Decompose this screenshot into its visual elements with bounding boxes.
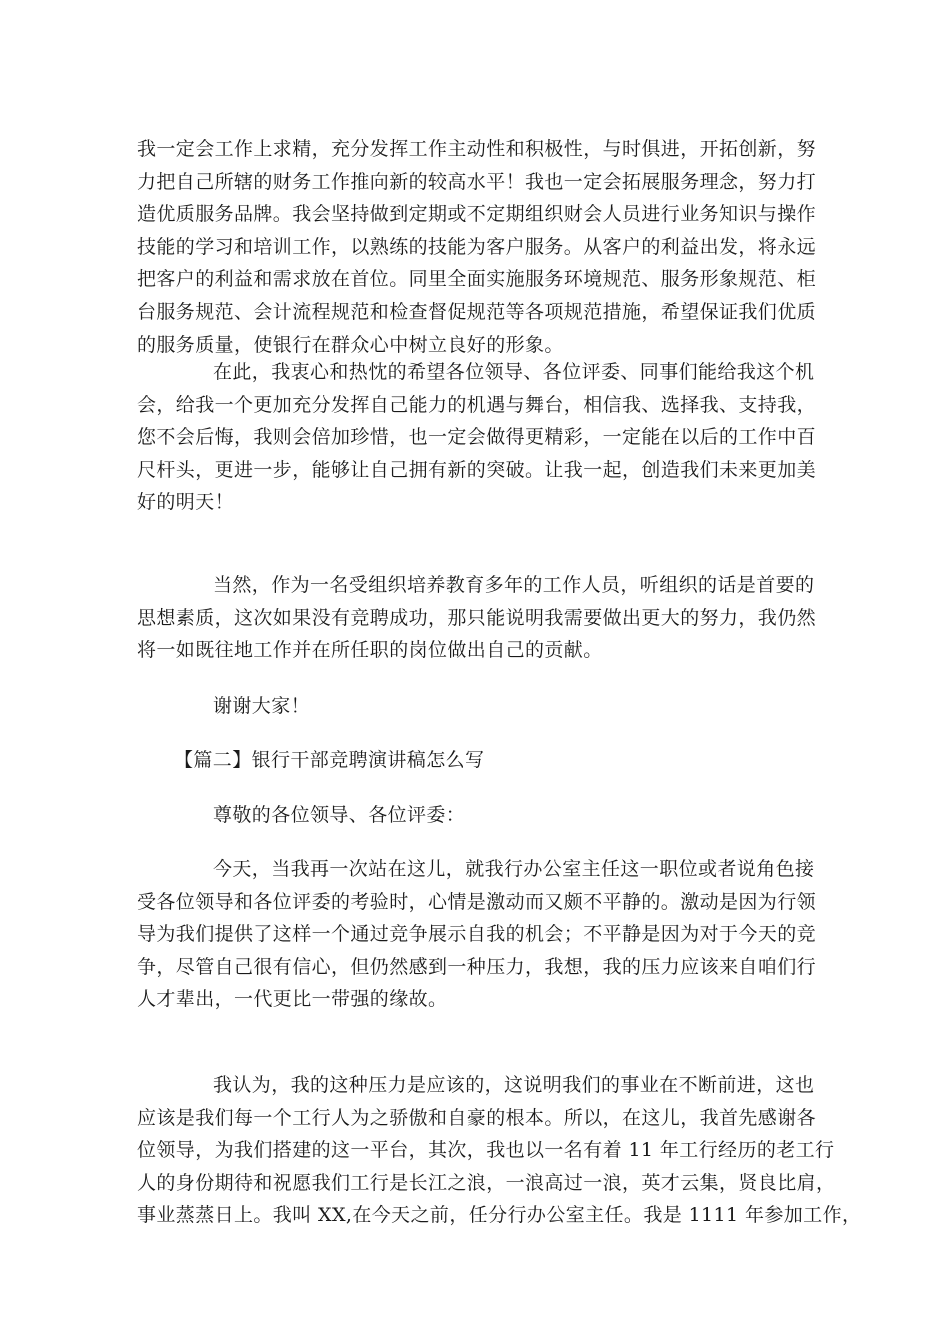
text-line: 将一如既往地工作并在所任职的岗位做出自己的贡献。 [137,639,603,662]
text-line: 导为我们提供了这样一个通过竞争展示自我的机会；不平静是因为对于今天的竞 [137,923,817,946]
text-line: 技能的学习和培训工作，以熟练的技能为客户服务。从客户的利益出发，将永远 [137,235,817,258]
text-line: 好的明天！ [137,491,235,514]
text-line: 当然，作为一名受组织培养教育多年的工作人员，听组织的话是首要的 [213,574,815,596]
paragraph-3 [137,569,821,667]
text-line: 今天，当我再一次站在这儿，就我行办公室主任这一职位或者说角色接 [213,858,815,880]
text-line: 把客户的利益和需求放在首位。同里全面实施服务环境规范、服务形象规范、柜 [137,268,817,291]
text-line: 我一定会工作上求精，充分发挥工作主动性和积极性，与时俱进，开拓创新，努 [137,138,817,160]
text-line: 我认为，我的这种压力是应该的，这说明我们的事业在不断前进，这也 [213,1074,815,1096]
text-line: 争，尽管自己很有信心，但仍然感到一种压力，我想，我的压力应该来自咱们行 [137,955,817,978]
text-line: 应该是我们每一个工行人为之骄傲和自豪的根本。所以，在这儿，我首先感谢各 [137,1106,817,1129]
text-line: 人的身份期待和祝愿我们工行是长江之浪，一浪高过一浪，英才云集，贤良比肩， [137,1171,836,1194]
text-line: 的服务质量，使银行在群众心中树立良好的形象。 [137,333,564,356]
text-line: 尺杆头，更进一步，能够让自己拥有新的突破。让我一起，创造我们未来更加美 [137,458,817,481]
text-line: 在此，我衷心和热忱的希望各位领导、各位评委、同事们能给我这个机 [213,361,815,383]
text-line: 造优质服务品牌。我会坚持做到定期或不定期组织财会人员进行业务知识与操作 [137,203,817,226]
text-line: 事业蒸蒸日上。我叫 XX,在今天之前，任分行办公室主任。我是 1111 年参加工作， [137,1204,862,1227]
text-line: 力把自己所辖的财务工作推向新的较高水平！我也一定会拓展服务理念，努力打 [137,170,817,193]
section-heading: 【篇二】银行干部竞聘演讲稿怎么写 [174,749,485,771]
text-line: 人才辈出，一代更比一带强的缘故。 [137,988,448,1011]
paragraph-4 [137,853,821,1016]
text-line: 位领导，为我们搭建的这一平台，其次，我也以一名有着 11 年工行经历的老工行 [137,1139,835,1162]
text-line: 台服务规范、会计流程规范和检查督促规范等各项规范措施，希望保证我们优质 [137,300,817,323]
text-line: 您不会后悔，我则会倍加珍惜，也一定会做得更精彩，一定能在以后的工作中百 [137,426,817,449]
text-line: 思想素质，这次如果没有竞聘成功，那只能说明我需要做出更大的努力，我仍然 [137,606,817,629]
text-line: 受各位领导和各位评委的考验时，心情是激动而又颇不平静的。激动是因为行领 [137,890,817,913]
paragraph-1 [137,133,821,361]
closing-line: 谢谢大家！ [213,695,311,717]
paragraph-5 [137,1069,862,1232]
paragraph-2 [137,356,821,519]
text-line: 会，给我一个更加充分发挥自己能力的机遇与舞台，相信我、选择我、支持我， [137,393,817,416]
salutation-line: 尊敬的各位领导、各位评委： [213,804,466,826]
